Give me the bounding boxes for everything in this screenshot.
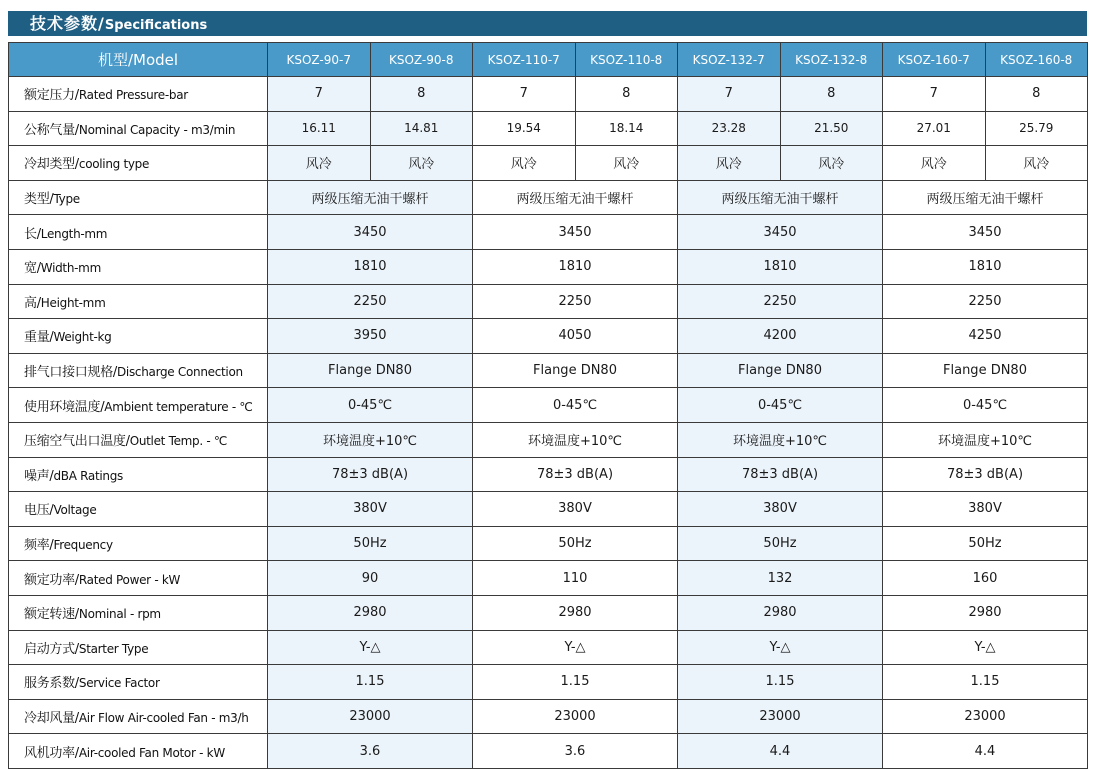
value-cell: 风冷 bbox=[780, 146, 883, 181]
value-cell: 风冷 bbox=[883, 146, 986, 181]
row-label-zh: 额定转速/ bbox=[24, 607, 79, 623]
value-cell: 4200 bbox=[678, 319, 883, 354]
value-cell: 2980 bbox=[678, 595, 883, 630]
row-label-zh: 服务系数/ bbox=[24, 676, 79, 692]
row-label-zh: 启动方式/ bbox=[24, 641, 79, 657]
value-cell: 21.50 bbox=[780, 111, 883, 146]
value-cell: 132 bbox=[678, 561, 883, 596]
value-cell: 8 bbox=[780, 77, 883, 112]
row-label bbox=[9, 699, 268, 734]
value-cell: 环境温度+10℃ bbox=[883, 422, 1088, 457]
value-cell: Flange DN80 bbox=[883, 353, 1088, 388]
title-en: Specifications bbox=[104, 18, 208, 33]
value-cell: 23000 bbox=[268, 699, 473, 734]
table-row bbox=[9, 319, 1088, 354]
row-label-zh: 噪声/ bbox=[24, 468, 54, 484]
value-cell: 1.15 bbox=[268, 665, 473, 700]
row-label bbox=[9, 180, 268, 215]
value-cell: 2250 bbox=[678, 284, 883, 319]
row-label-zh: 冷却风量/ bbox=[24, 710, 79, 726]
row-label bbox=[9, 249, 268, 284]
value-cell: 2250 bbox=[473, 284, 678, 319]
value-cell: 3450 bbox=[473, 215, 678, 250]
value-cell: 380V bbox=[473, 492, 678, 527]
value-cell: 2980 bbox=[883, 595, 1088, 630]
value-cell: Y-△ bbox=[473, 630, 678, 665]
row-label bbox=[9, 734, 268, 769]
row-label-en: Width-mm bbox=[40, 261, 101, 276]
table-row bbox=[9, 734, 1088, 769]
model-name: KSOZ-110-8 bbox=[575, 43, 678, 77]
value-cell: 2250 bbox=[268, 284, 473, 319]
value-cell: 3.6 bbox=[268, 734, 473, 769]
value-cell: 两级压缩无油干螺杆 bbox=[678, 180, 883, 215]
row-label bbox=[9, 457, 268, 492]
header-row bbox=[9, 43, 1088, 77]
value-cell: 7 bbox=[883, 77, 986, 112]
value-cell: 23000 bbox=[473, 699, 678, 734]
table-row bbox=[9, 77, 1088, 112]
spec-table bbox=[8, 42, 1088, 769]
value-cell: 23.28 bbox=[678, 111, 781, 146]
value-cell: 7 bbox=[268, 77, 371, 112]
value-cell: 4250 bbox=[883, 319, 1088, 354]
spec-body bbox=[9, 77, 1088, 769]
row-label-en: Nominal Capacity - m3/min bbox=[78, 122, 236, 137]
value-cell: 3450 bbox=[268, 215, 473, 250]
row-label-en: cooling type bbox=[78, 157, 150, 172]
value-cell: 两级压缩无油干螺杆 bbox=[268, 180, 473, 215]
table-row bbox=[9, 665, 1088, 700]
row-label-zh: 使用环境温度/ bbox=[24, 399, 105, 415]
row-label-zh: 额定功率/ bbox=[24, 572, 79, 588]
value-cell: 50Hz bbox=[268, 526, 473, 561]
value-cell: 环境温度+10℃ bbox=[473, 422, 678, 457]
value-cell: 2980 bbox=[473, 595, 678, 630]
row-label-en: Weight-kg bbox=[53, 330, 112, 345]
row-label-en: Rated Power - kW bbox=[78, 572, 181, 587]
table-row bbox=[9, 595, 1088, 630]
row-label bbox=[9, 526, 268, 561]
value-cell: 8 bbox=[575, 77, 678, 112]
row-label-zh: 排气口接口规格/ bbox=[24, 365, 117, 381]
row-label bbox=[9, 77, 268, 112]
value-cell: 380V bbox=[678, 492, 883, 527]
row-label-en: Starter Type bbox=[78, 641, 149, 656]
value-cell: 16.11 bbox=[268, 111, 371, 146]
value-cell: 1.15 bbox=[473, 665, 678, 700]
table-row bbox=[9, 457, 1088, 492]
table-row bbox=[9, 492, 1088, 527]
row-label-zh: 长/ bbox=[24, 226, 41, 242]
row-label-zh: 高/ bbox=[24, 295, 41, 311]
table-row bbox=[9, 284, 1088, 319]
value-cell: 0-45℃ bbox=[268, 388, 473, 423]
value-cell: 50Hz bbox=[678, 526, 883, 561]
table-row bbox=[9, 561, 1088, 596]
model-name: KSOZ-110-7 bbox=[473, 43, 576, 77]
value-cell: 7 bbox=[473, 77, 576, 112]
row-label-en: Service Factor bbox=[78, 676, 160, 691]
row-label-en: dBA Ratings bbox=[53, 468, 123, 483]
row-label-zh: 冷却类型/ bbox=[24, 157, 79, 173]
row-label-zh: 额定压力/ bbox=[24, 88, 79, 104]
table-row bbox=[9, 146, 1088, 181]
row-label-zh: 风机功率/ bbox=[24, 745, 79, 761]
model-name: KSOZ-160-8 bbox=[985, 43, 1088, 77]
row-label bbox=[9, 388, 268, 423]
row-label-en: Air Flow Air-cooled Fan - m3/h bbox=[78, 710, 249, 725]
value-cell: 8 bbox=[985, 77, 1088, 112]
value-cell: 78±3 dB(A) bbox=[678, 457, 883, 492]
value-cell: 380V bbox=[268, 492, 473, 527]
row-label-en: Length-mm bbox=[40, 226, 108, 241]
value-cell: 2980 bbox=[268, 595, 473, 630]
value-cell: Flange DN80 bbox=[473, 353, 678, 388]
value-cell: 50Hz bbox=[473, 526, 678, 561]
value-cell: 380V bbox=[883, 492, 1088, 527]
row-label-zh: 压缩空气出口温度/ bbox=[24, 434, 130, 450]
value-cell: 110 bbox=[473, 561, 678, 596]
value-cell: 7 bbox=[678, 77, 781, 112]
row-label-en: Rated Pressure-bar bbox=[78, 88, 188, 103]
row-label-en: Nominal - rpm bbox=[78, 607, 161, 622]
value-cell: 2250 bbox=[883, 284, 1088, 319]
row-label-zh: 重量/ bbox=[24, 330, 54, 346]
row-label bbox=[9, 630, 268, 665]
value-cell: 风冷 bbox=[268, 146, 371, 181]
value-cell: Flange DN80 bbox=[268, 353, 473, 388]
value-cell: 8 bbox=[370, 77, 473, 112]
model-name: KSOZ-132-7 bbox=[678, 43, 781, 77]
row-label bbox=[9, 284, 268, 319]
table-row bbox=[9, 630, 1088, 665]
value-cell: 4050 bbox=[473, 319, 678, 354]
value-cell: 1.15 bbox=[883, 665, 1088, 700]
title-zh: 技术参数/ bbox=[30, 14, 105, 33]
table-row bbox=[9, 699, 1088, 734]
row-label bbox=[9, 561, 268, 596]
table-row bbox=[9, 353, 1088, 388]
table-row bbox=[9, 249, 1088, 284]
value-cell: 78±3 dB(A) bbox=[473, 457, 678, 492]
model-name: KSOZ-90-7 bbox=[268, 43, 371, 77]
row-label bbox=[9, 353, 268, 388]
value-cell: Flange DN80 bbox=[678, 353, 883, 388]
row-label bbox=[9, 146, 268, 181]
value-cell: 风冷 bbox=[678, 146, 781, 181]
value-cell: 环境温度+10℃ bbox=[678, 422, 883, 457]
table-row bbox=[9, 526, 1088, 561]
value-cell: 14.81 bbox=[370, 111, 473, 146]
value-cell: 环境温度+10℃ bbox=[268, 422, 473, 457]
row-label bbox=[9, 422, 268, 457]
value-cell: 1810 bbox=[473, 249, 678, 284]
value-cell: 风冷 bbox=[370, 146, 473, 181]
value-cell: 1810 bbox=[268, 249, 473, 284]
row-label bbox=[9, 595, 268, 630]
row-label-zh: 频率/ bbox=[24, 538, 54, 554]
row-label-en: Air-cooled Fan Motor - kW bbox=[78, 745, 225, 760]
value-cell: Y-△ bbox=[268, 630, 473, 665]
row-label-en: Outlet Temp. - ℃ bbox=[129, 434, 228, 449]
value-cell: 1810 bbox=[678, 249, 883, 284]
value-cell: 19.54 bbox=[473, 111, 576, 146]
row-label-en: Type bbox=[53, 192, 80, 207]
value-cell: 1810 bbox=[883, 249, 1088, 284]
value-cell: 风冷 bbox=[985, 146, 1088, 181]
table-row bbox=[9, 388, 1088, 423]
value-cell: 4.4 bbox=[883, 734, 1088, 769]
value-cell: 27.01 bbox=[883, 111, 986, 146]
row-label-zh: 公称气量/ bbox=[24, 122, 79, 138]
value-cell: 0-45℃ bbox=[473, 388, 678, 423]
row-label bbox=[9, 492, 268, 527]
value-cell: 风冷 bbox=[473, 146, 576, 181]
value-cell: 23000 bbox=[678, 699, 883, 734]
value-cell: 23000 bbox=[883, 699, 1088, 734]
value-cell: 4.4 bbox=[678, 734, 883, 769]
value-cell: 两级压缩无油干螺杆 bbox=[883, 180, 1088, 215]
model-name: KSOZ-160-7 bbox=[883, 43, 986, 77]
row-label bbox=[9, 665, 268, 700]
row-label-zh: 电压/ bbox=[24, 503, 54, 519]
row-label-zh: 宽/ bbox=[24, 261, 41, 277]
title-bar bbox=[8, 11, 1087, 36]
row-label-en: Height-mm bbox=[40, 295, 106, 310]
value-cell: 3450 bbox=[883, 215, 1088, 250]
table-row bbox=[9, 111, 1088, 146]
row-label bbox=[9, 319, 268, 354]
model-name: KSOZ-90-8 bbox=[370, 43, 473, 77]
value-cell: 0-45℃ bbox=[883, 388, 1088, 423]
table-row bbox=[9, 180, 1088, 215]
model-header: 机型/Model bbox=[9, 43, 268, 77]
value-cell: 50Hz bbox=[883, 526, 1088, 561]
value-cell: 90 bbox=[268, 561, 473, 596]
value-cell: 两级压缩无油干螺杆 bbox=[473, 180, 678, 215]
row-label bbox=[9, 111, 268, 146]
value-cell: 78±3 dB(A) bbox=[883, 457, 1088, 492]
table-row bbox=[9, 422, 1088, 457]
value-cell: 3950 bbox=[268, 319, 473, 354]
value-cell: Y-△ bbox=[678, 630, 883, 665]
value-cell: 3.6 bbox=[473, 734, 678, 769]
row-label-en: Voltage bbox=[53, 503, 97, 518]
value-cell: 25.79 bbox=[985, 111, 1088, 146]
value-cell: Y-△ bbox=[883, 630, 1088, 665]
row-label-zh: 类型/ bbox=[24, 192, 54, 208]
row-label bbox=[9, 215, 268, 250]
value-cell: 78±3 dB(A) bbox=[268, 457, 473, 492]
row-label-en: Discharge Connection bbox=[116, 365, 243, 380]
value-cell: 0-45℃ bbox=[678, 388, 883, 423]
row-label-en: Ambient temperature - ℃ bbox=[104, 399, 253, 414]
row-label-en: Frequency bbox=[53, 538, 113, 553]
table-row bbox=[9, 215, 1088, 250]
value-cell: 风冷 bbox=[575, 146, 678, 181]
value-cell: 18.14 bbox=[575, 111, 678, 146]
value-cell: 160 bbox=[883, 561, 1088, 596]
model-name: KSOZ-132-8 bbox=[780, 43, 883, 77]
value-cell: 3450 bbox=[678, 215, 883, 250]
value-cell: 1.15 bbox=[678, 665, 883, 700]
